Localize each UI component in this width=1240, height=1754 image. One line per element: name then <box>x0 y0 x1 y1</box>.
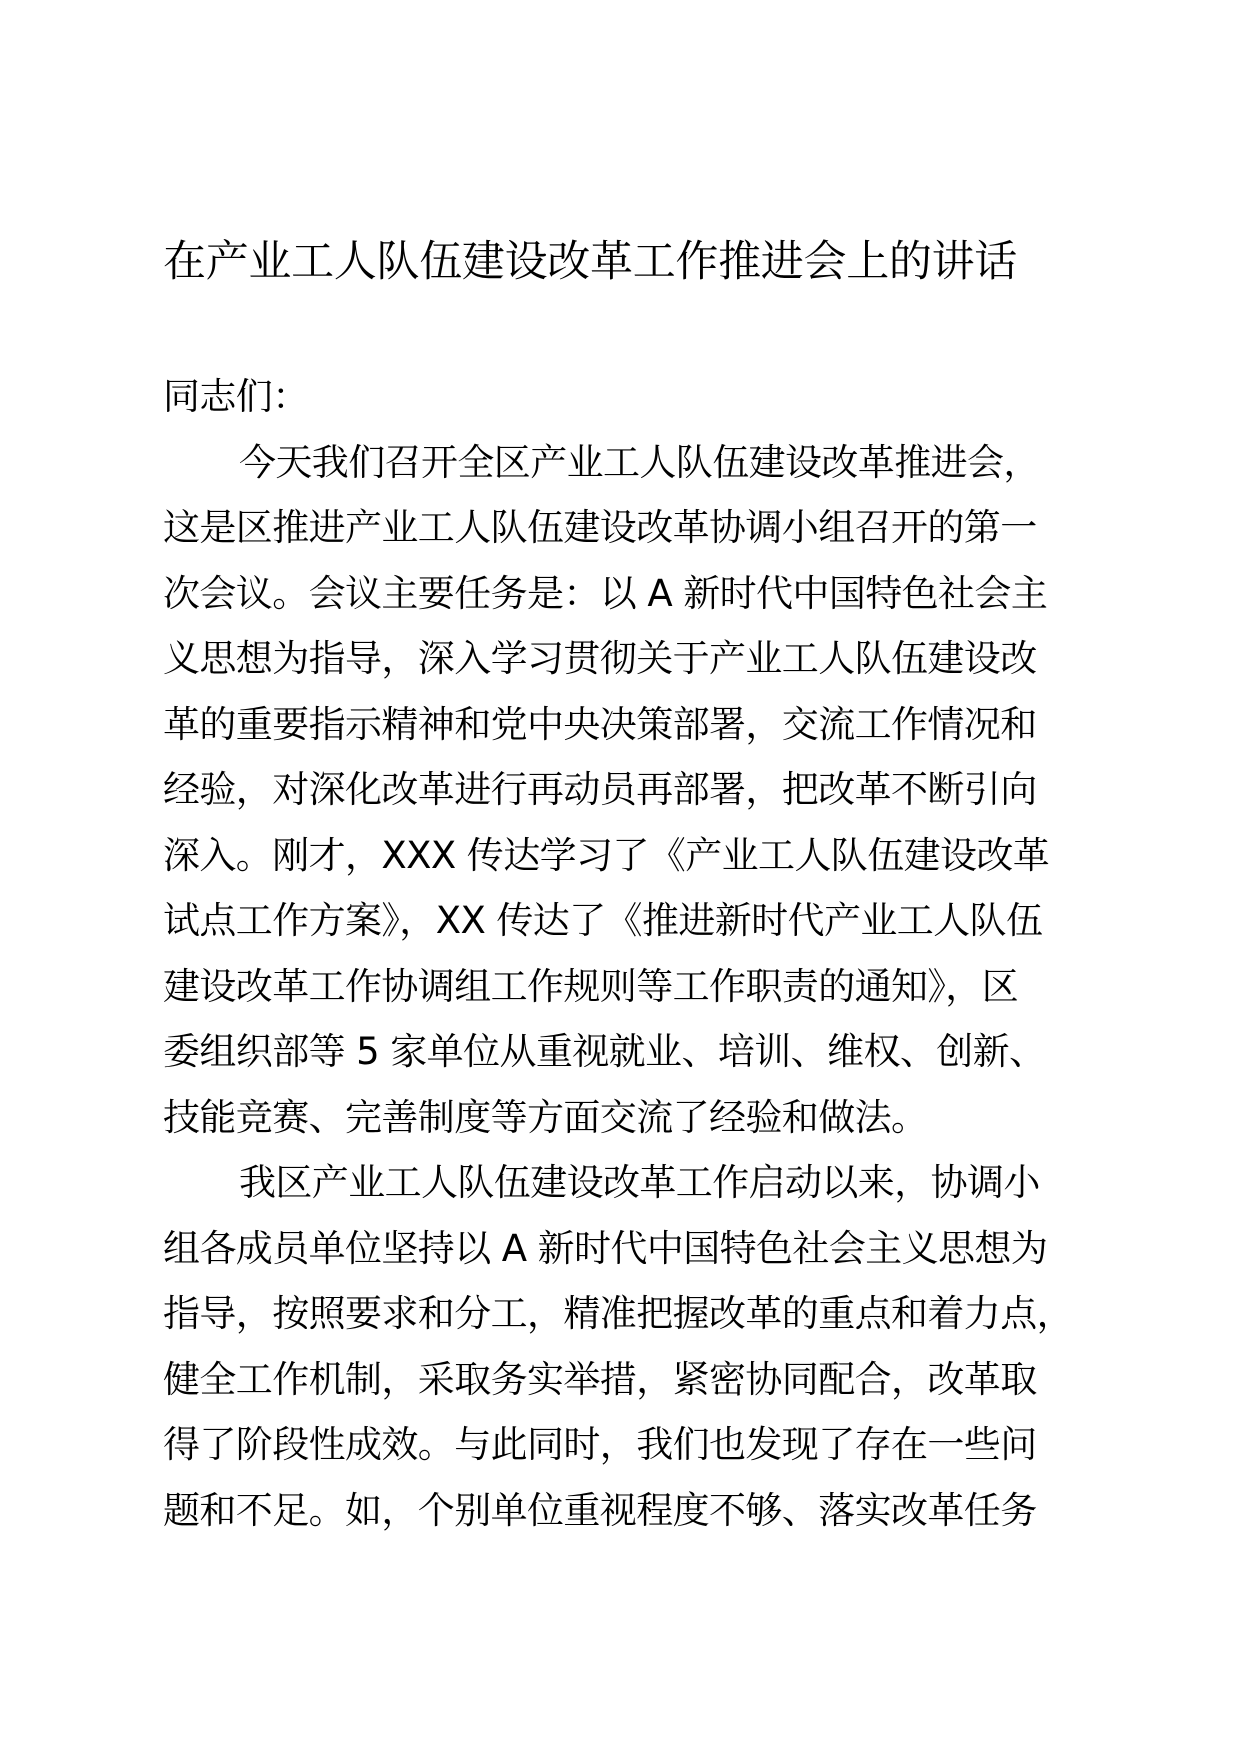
paragraph-line: 组各成员单位坚持以 A 新时代中国特色社会主义思想为 <box>163 1226 1048 1270</box>
salutation-line: 同志们： <box>163 375 309 418</box>
paragraph-line: 题和不足。如，个别单位重视程度不够、落实改革任务 <box>163 1488 1037 1532</box>
paragraph-line: 经验，对深化改革进行再动员再部署，把改革不断引向 <box>163 768 1037 811</box>
document-title: 在产业工人队伍建设改革工作推进会上的讲话 <box>163 237 1017 287</box>
paragraph-line: 我区产业工人队伍建设改革工作启动以来，协调小 <box>239 1161 1040 1204</box>
paragraph-line: 技能竞赛、完善制度等方面交流了经验和做法。 <box>163 1095 928 1139</box>
paragraph-line: 今天我们召开全区产业工人队伍建设改革推进会， <box>239 440 1040 484</box>
paragraph-line: 得了阶段性成效。与此同时，我们也发现了存在一些问 <box>163 1423 1037 1466</box>
paragraph-line: 革的重要指示精神和党中央决策部署，交流工作情况和 <box>163 702 1037 746</box>
paragraph-line: 建设改革工作协调组工作规则等工作职责的通知》，区 <box>163 964 1019 1008</box>
paragraph-line: 次会议。会议主要任务是：以 A 新时代中国特色社会主 <box>163 571 1048 615</box>
paragraph-line: 试点工作方案》，XX 传达了《推进新时代产业工人队伍 <box>163 899 1043 942</box>
paragraph-line: 健全工作机制，采取务实举措，紧密协同配合，改革取 <box>163 1357 1037 1401</box>
paragraph-line: 委组织部等 5 家单位从重视就业、培训、维权、创新、 <box>163 1030 1046 1073</box>
paragraph-line: 指导，按照要求和分工，精准把握改革的重点和着力点， <box>163 1292 1073 1335</box>
paragraph-line: 深入。刚才，XXX 传达学习了《产业工人队伍建设改革 <box>163 833 1050 877</box>
paragraph-line: 这是区推进产业工人队伍建设改革协调小组召开的第一 <box>163 506 1037 549</box>
paragraph-line: 义思想为指导，深入学习贯彻关于产业工人队伍建设改 <box>163 637 1037 680</box>
document-body <box>163 364 1108 1543</box>
